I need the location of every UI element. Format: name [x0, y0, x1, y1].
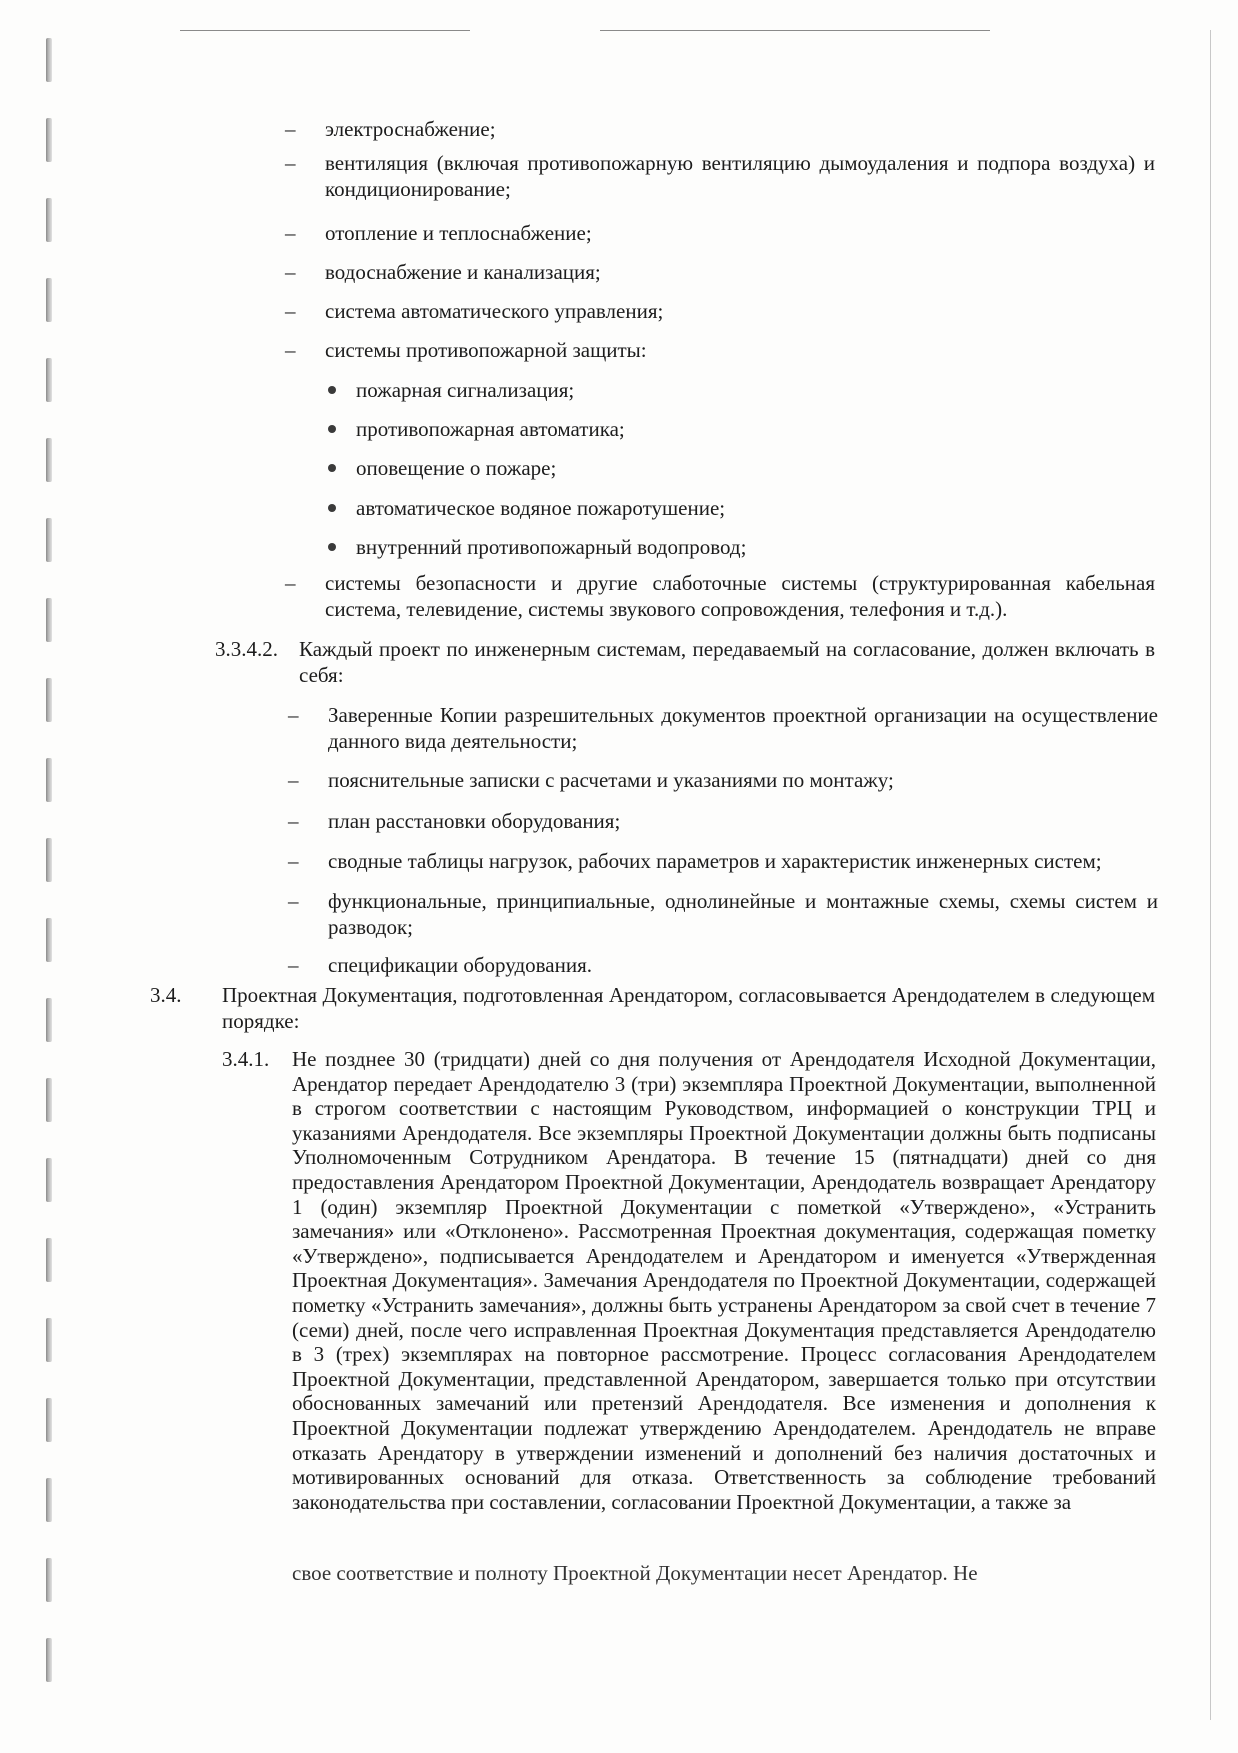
cut-off-line: свое соответствие и полноту Проектной Документации несет Арендатор. Не	[292, 1561, 978, 1585]
list-item: – электроснабжение;	[285, 116, 1155, 142]
binding-hole	[46, 838, 52, 882]
list-item-text: системы безопасности и другие слаботочные системы (структурированная кабельная система, телевидение, системы звукового сопровождения, телефония и т.д.).	[325, 571, 1155, 621]
list-item: – вентиляция (включая противопожарную вентиляцию дымоудаления и подпора воздуха) и кондиционирование;	[285, 151, 1155, 201]
list-item: – отопление и теплоснабжение;	[285, 220, 1155, 246]
binding-hole	[46, 118, 52, 162]
list-item-text: пояснительные записки с расчетами и указаниями по монтажу;	[328, 768, 894, 792]
bullet-item-text: противопожарная автоматика;	[356, 417, 625, 441]
list-item-text: электроснабжение;	[325, 117, 496, 141]
list-item: – система автоматического управления;	[285, 298, 1155, 324]
top-rule-left	[180, 30, 470, 31]
list-item-text: водоснабжение и канализация;	[325, 260, 601, 284]
bullet-item-text: пожарная сигнализация;	[356, 378, 575, 402]
list-item-text: функциональные, принципиальные, однолинейные и монтажные схемы, схемы систем и разводок;	[328, 889, 1158, 939]
binding-hole	[46, 278, 52, 322]
list-item: – спецификации оборудования.	[288, 952, 1158, 978]
bullet-item	[328, 534, 1148, 560]
page-edge	[1210, 30, 1211, 1720]
binding-holes	[44, 20, 58, 1740]
binding-hole	[46, 758, 52, 802]
list-item-text: отопление и теплоснабжение;	[325, 221, 592, 245]
bullet-icon	[328, 464, 336, 472]
list-item: – план расстановки оборудования;	[288, 808, 1158, 834]
binding-hole	[46, 678, 52, 722]
binding-hole	[46, 1158, 52, 1202]
list-item: – системы безопасности и другие слаботочные системы (структурированная кабельная система, телевидение, системы звукового сопровождения, телефония и т.д.).	[285, 571, 1155, 621]
bullet-item-text: внутренний противопожарный водопровод;	[356, 535, 747, 559]
bullet-item	[328, 416, 1148, 442]
list-item-text: сводные таблицы нагрузок, рабочих параметров и характеристик инженерных систем;	[328, 849, 1102, 873]
binding-hole	[46, 358, 52, 402]
clause-3-4-1	[222, 1047, 1156, 1514]
clause-3-3-4-2	[215, 636, 1155, 688]
binding-hole	[46, 198, 52, 242]
binding-hole	[46, 518, 52, 562]
clause-number: 3.4.1.	[222, 1047, 270, 1071]
bullet-icon	[328, 425, 336, 433]
binding-hole	[46, 1398, 52, 1442]
list-item: – Заверенные Копии разрешительных документов проектной организации на осуществление данного вида деятельности;	[288, 703, 1158, 753]
list-item: – водоснабжение и канализация;	[285, 259, 1155, 285]
clause-3-4	[150, 982, 1155, 1034]
bullet-item	[328, 455, 1148, 481]
bullet-icon	[328, 504, 336, 512]
list-item-text: система автоматического управления;	[325, 299, 664, 323]
list-item-text: вентиляция (включая противопожарную вентиляцию дымоудаления и подпора воздуха) и кондиционирование;	[325, 151, 1155, 201]
bullet-item-text: оповещение о пожаре;	[356, 456, 557, 480]
binding-hole	[46, 1078, 52, 1122]
bullet-item	[328, 377, 1148, 403]
list-item-text: план расстановки оборудования;	[328, 809, 621, 833]
binding-hole	[46, 1238, 52, 1282]
list-item: – сводные таблицы нагрузок, рабочих параметров и характеристик инженерных систем;	[288, 848, 1158, 874]
bullet-icon	[328, 386, 336, 394]
clause-text: Проектная Документация, подготовленная Арендатором, согласовывается Арендодателем в следующем порядке:	[222, 983, 1155, 1033]
binding-hole	[46, 598, 52, 642]
bullet-item-text: автоматическое водяное пожаротушение;	[356, 496, 726, 520]
list-item: – системы противопожарной защиты:	[285, 337, 1155, 363]
binding-hole	[46, 1478, 52, 1522]
clause-text: Не позднее 30 (тридцати) дней со дня получения от Арендодателя Исходной Документации, Арендатор передает Арендодателю 3 (три) экземпляра Проектной Документации, выполненной в строгом соответствии с настоящим Руководством, информацией о конструкции ТРЦ и указаниями Арендодателя. Все экземпляры Проектной Документации должны быть подписаны Уполномоченным Сотрудником Арендатора. В течение 15 (пятнадцати) дней со дня предоставления Арендатором Проектной Документации, Арендодатель возвращает Арендатору 1 (один) экземпляр Проектной Документации с пометкой «Утверждено», «Устранить замечания» или «Отклонено». Рассмотренная Проектная документация, содержащая пометку «Утверждено», подписывается Арендодателем и Арендатором и именуется «Утвержденная Проектная Документация». Замечания Арендодателя по Проектной Документации, содержащей пометку «Устранить замечания», должны быть устранены Арендатором за свой счет в течение 7 (семи) дней, после чего исправленная Проектная Документация представляется Арендодателю в 3 (трех) экземплярах на повторное рассмотрение. Процесс согласования Арендодателем Проектной Документации, представленной Арендатором, завершается только при отсутствии обоснованных замечаний или претензий Арендодателя. Все изменения и дополнения к Проектной Документации подлежат утверждению Арендодателем. Арендодатель не вправе отказать Арендатору в утверждении изменений и дополнений без наличия достаточных и мотивированных оснований для отказа. Ответственность за соблюдение требований законодательства при составлении, согласовании Проектной Документации, а также за	[292, 1047, 1156, 1514]
bullet-item	[328, 495, 1148, 521]
binding-hole	[46, 38, 52, 82]
list-item: – функциональные, принципиальные, однолинейные и монтажные схемы, схемы систем и разводок;	[288, 889, 1158, 939]
binding-hole	[46, 1318, 52, 1362]
clause-number: 3.4.	[150, 983, 182, 1007]
binding-hole	[46, 438, 52, 482]
list-item-text: Заверенные Копии разрешительных документов проектной организации на осуществление данного вида деятельности;	[328, 703, 1158, 753]
list-item-text: спецификации оборудования.	[328, 953, 592, 977]
binding-hole	[46, 918, 52, 962]
bullet-icon	[328, 543, 336, 551]
binding-hole	[46, 998, 52, 1042]
binding-hole	[46, 1638, 52, 1682]
list-item: – пояснительные записки с расчетами и указаниями по монтажу;	[288, 767, 1158, 793]
clause-text: Каждый проект по инженерным системам, передаваемый на согласование, должен включать в себя:	[299, 637, 1155, 687]
clause-number: 3.3.4.2.	[215, 637, 278, 661]
top-rule-right	[600, 30, 990, 31]
list-item-text: системы противопожарной защиты:	[325, 338, 647, 362]
binding-hole	[46, 1558, 52, 1602]
